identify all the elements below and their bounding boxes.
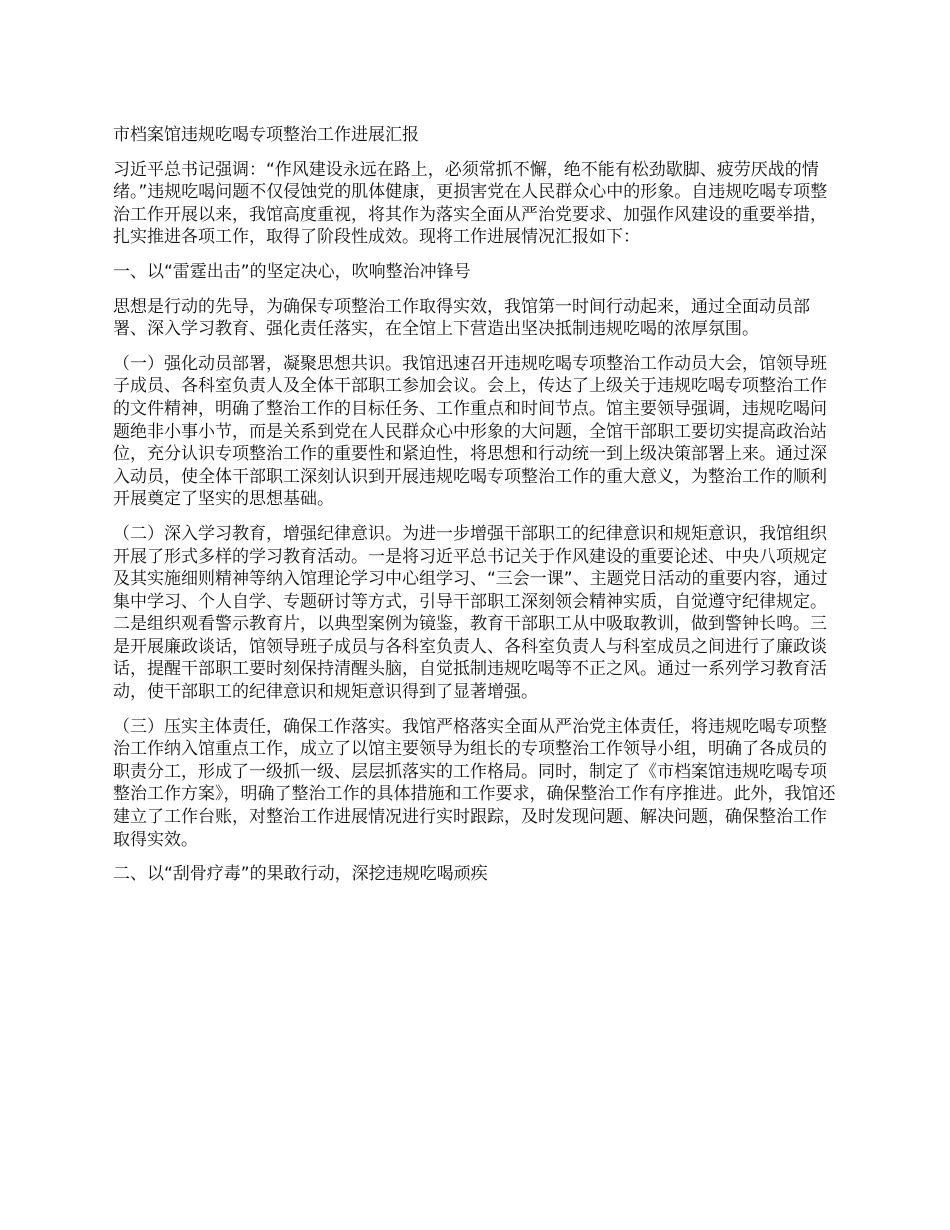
section-1-item-2-paragraph: （二）深入学习教育，增强纪律意识。为进一步增强干部职工的纪律意识和规矩意识，我馆组织开展了形式多样的学习教育活动。一是将习近平总书记关于作风建设的重要论述、中央八项规定及其实施细则精神等纳入馆理论学习中心组学习、“三会一课”、主题党日活动的重要内容，通过集中学习、个人自学、专题研讨等方式，引导干部职工深刻领会精神实质，自觉遵守纪律规定。二是组织观看警示教育片，以典型案例为镜鉴，教育干部职工从中吸取教训，做到警钟长鸣。三是开展廉政谈话，馆领导班子成员与各科室负责人、各科室负责人与科室成员之间进行了廉政谈话，提醒干部职工要时刻保持清醒头脑，自觉抵制违规吃喝等不正之风。通过一系列学习教育活动，使干部职工的纪律意识和规矩意识得到了显著增强。 (113, 523, 828, 703)
intro-paragraph: 习近平总书记强调：“作风建设永远在路上，必须常抓不懈，绝不能有松劲歇脚、疲劳厌战的情绪。”违规吃喝问题不仅侵蚀党的肌体健康，更损害党在人民群众心中的形象。自违规吃喝专项整治工作开展以来，我馆高度重视，将其作为落实全面从严治党要求、加强作风建设的重要举措，扎实推进各项工作，取得了阶段性成效。现将工作进展情况汇报如下： (113, 159, 828, 248)
section-1-item-1-paragraph: （一）强化动员部署，凝聚思想共识。我馆迅速召开违规吃喝专项整治工作动员大会，馆领导班子成员、各科室负责人及全体干部职工参加会议。会上，传达了上级关于违规吃喝专项整治工作的文件精神，明确了整治工作的目标任务、工作重点和时间节点。馆主要领导强调，违规吃喝问题绝非小事小节，而是关系到党在人民群众心中形象的大问题，全馆干部职工要切实提高政治站位，充分认识专项整治工作的重要性和紧迫性，将思想和行动统一到上级决策部署上来。通过深入动员，使全体干部职工深刻认识到开展违规吃喝专项整治工作的重大意义，为整治工作的顺利开展奠定了坚实的思想基础。 (113, 353, 827, 510)
section-1-heading: 一、以“雷霆出击”的坚定决心，吹响整治冲锋号 (113, 261, 471, 282)
section-1-lead-paragraph: 思想是行动的先导，为确保专项整治工作取得实效，我馆第一时间行动起来，通过全面动员部署、深入学习教育、强化责任落实，在全馆上下营造出坚决抵制违规吃喝的浓厚氛围。 (113, 296, 810, 340)
section-1-item-3-paragraph: （三）压实主体责任，确保工作落实。我馆严格落实全面从严治党主体责任，将违规吃喝专项整治工作纳入馆重点工作，成立了以馆主要领导为组长的专项整治工作领导小组，明确了各成员的职责分工，形成了一级抓一级、层层抓落实的工作格局。同时，制定了《市档案馆违规吃喝专项整治工作方案》，明确了整治工作的具体措施和工作要求，确保整治工作有序推进。此外，我馆还建立了工作台账，对整治工作进展情况进行实时跟踪，及时发现问题、解决问题，确保整治工作取得实效。 (113, 716, 836, 850)
section-2-heading: 二、以“刮骨疗毒”的果敢行动，深挖违规吃喝顽疾 (113, 864, 488, 885)
document-page (113, 124, 843, 898)
document-title: 市档案馆违规吃喝专项整治工作进展汇报 (113, 125, 419, 145)
